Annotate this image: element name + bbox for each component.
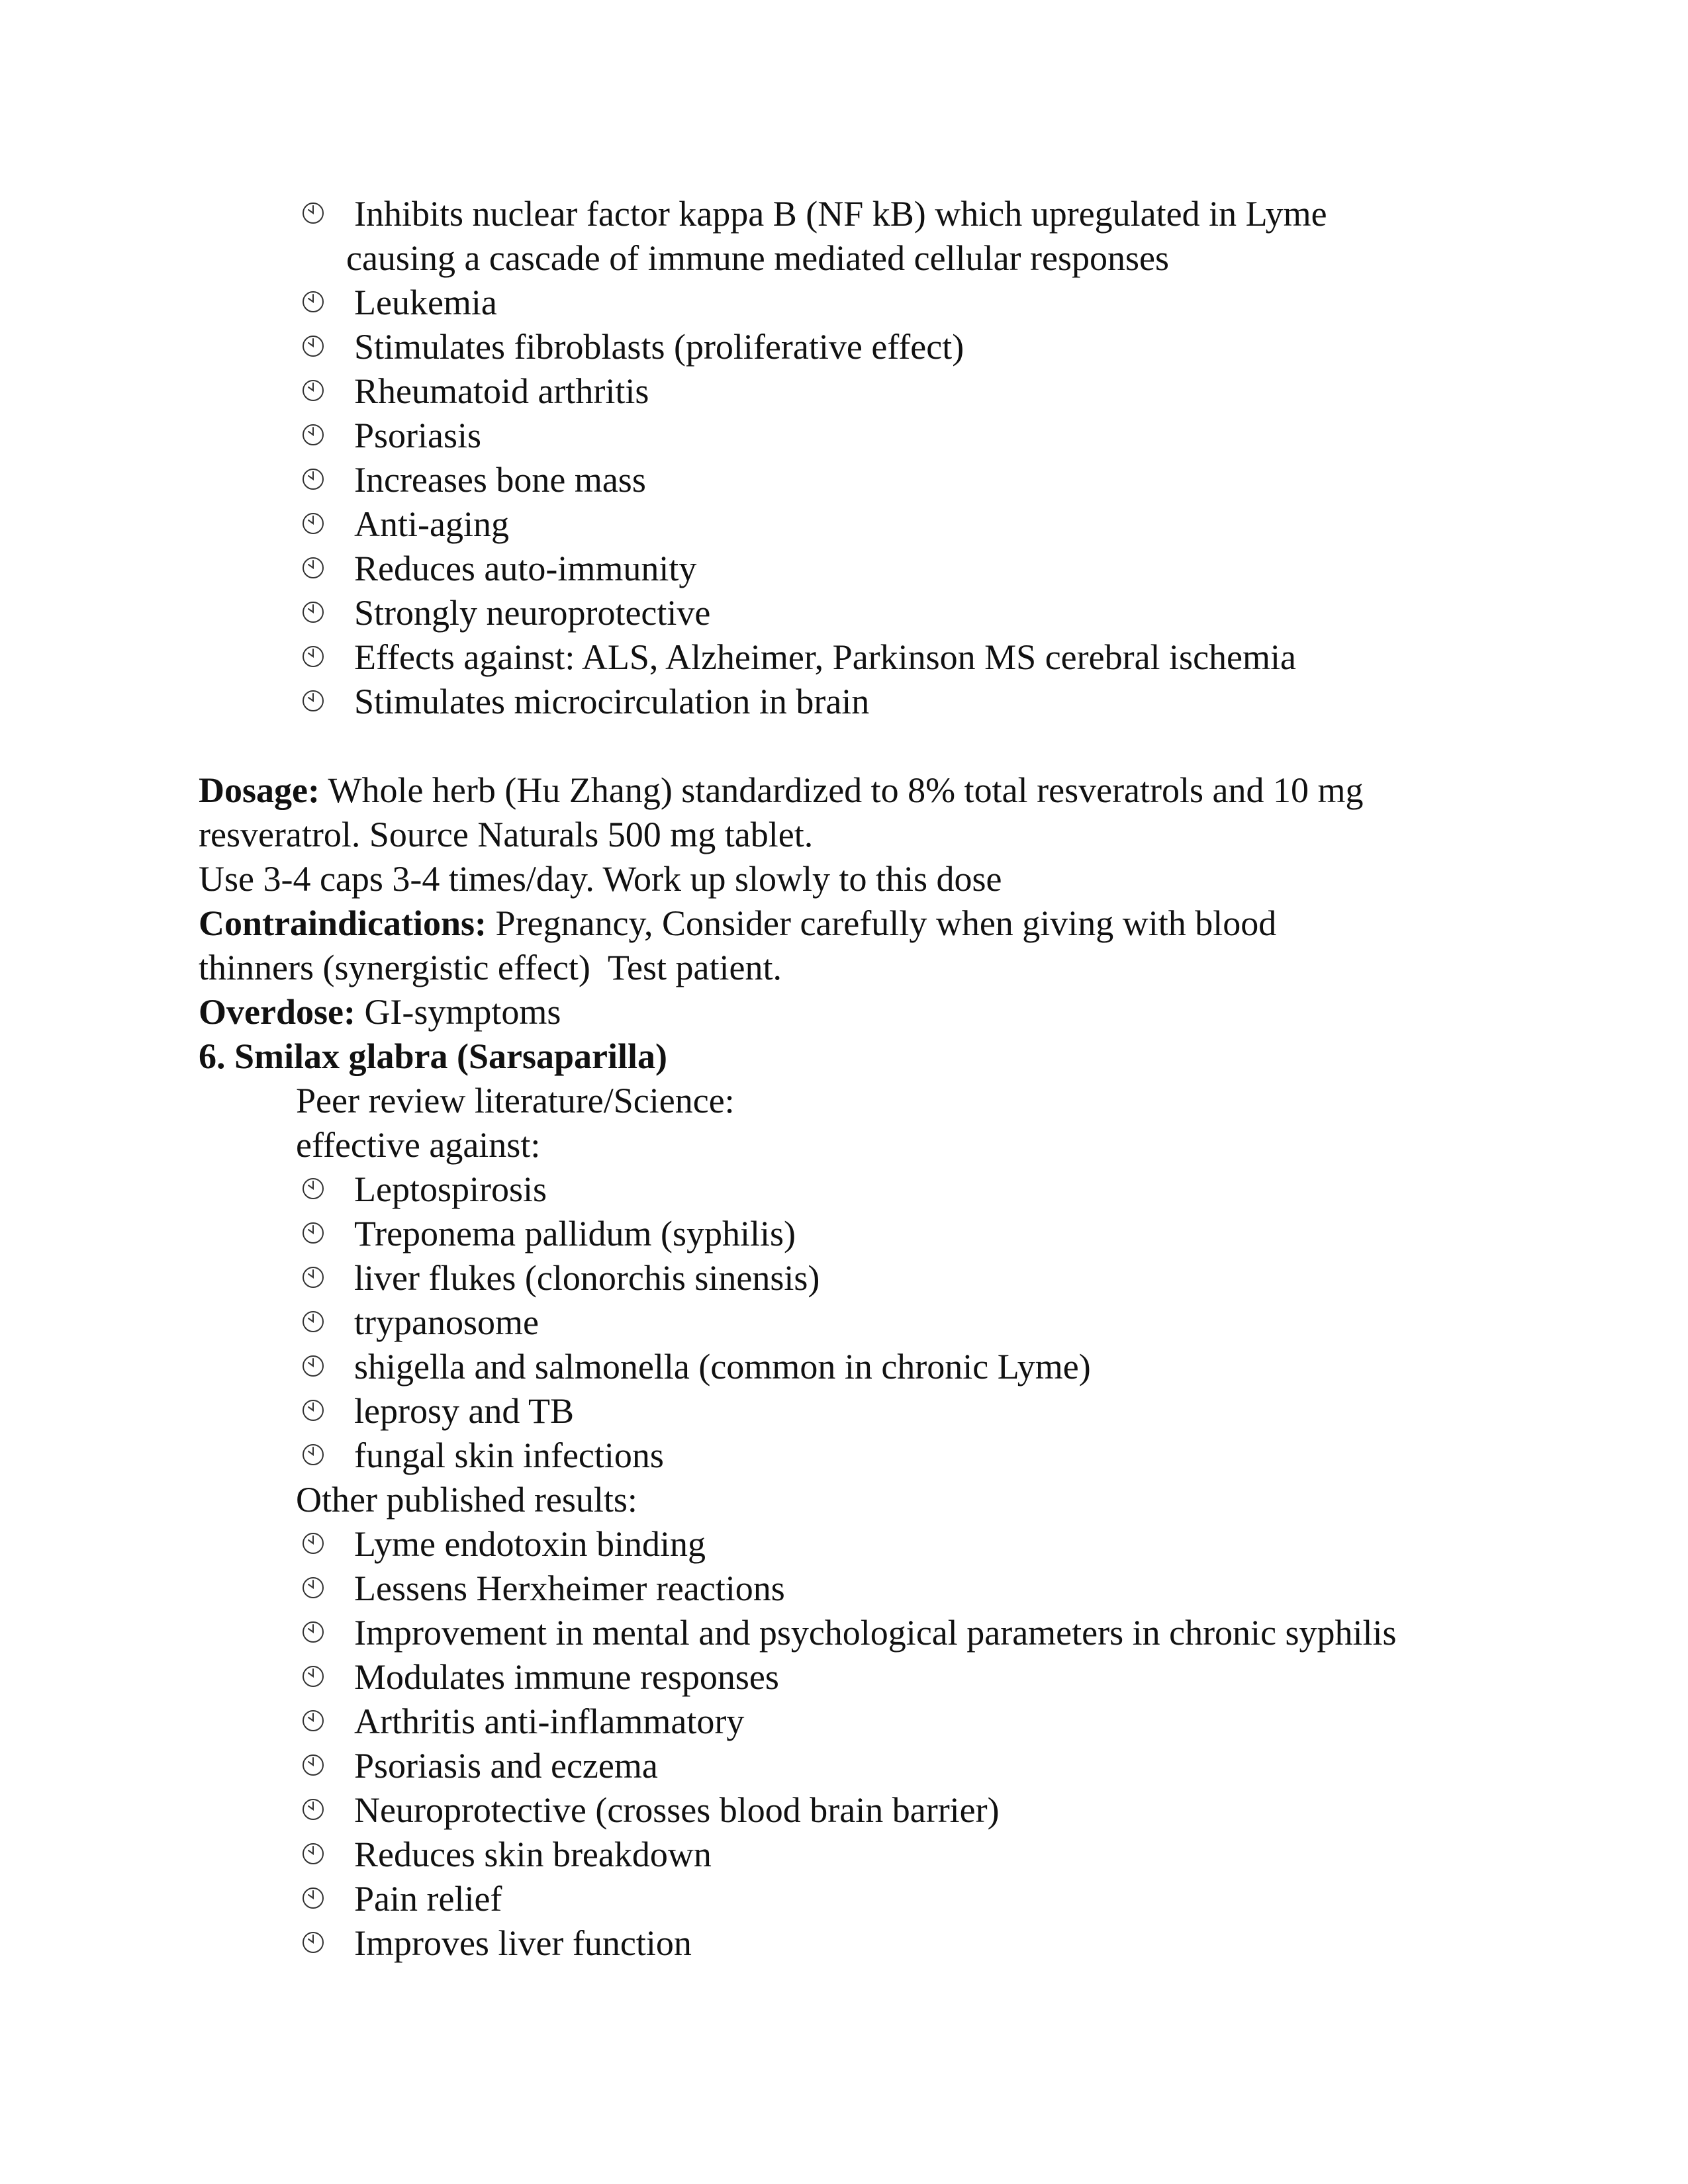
list-item-text: Lyme endotoxin binding bbox=[354, 1524, 706, 1564]
list-item-text: Effects against: ALS, Alzheimer, Parkinson MS cerebral ischemia bbox=[354, 637, 1296, 677]
clock-icon bbox=[301, 1221, 325, 1245]
list-item-text: Increases bone mass bbox=[354, 460, 646, 500]
clock-icon bbox=[301, 423, 325, 447]
clock-icon bbox=[301, 1664, 325, 1688]
contraindications-label: Contraindications: bbox=[199, 903, 487, 943]
clock-icon bbox=[301, 1531, 325, 1555]
list-item-text: Psoriasis bbox=[354, 416, 482, 455]
list-item bbox=[296, 1389, 1620, 1433]
list-item-text: Leptospirosis bbox=[354, 1169, 547, 1209]
list-item-continuation: causing a cascade of immune mediated cellular responses bbox=[346, 238, 1170, 278]
overdose-line bbox=[199, 990, 1523, 1034]
clock-icon bbox=[301, 1753, 325, 1777]
list-item bbox=[296, 1877, 1620, 1921]
list-item bbox=[296, 547, 1620, 591]
contraindications-line-2: thinners (synergistic effect) Test patient. bbox=[199, 948, 782, 987]
list-item-text: Inhibits nuclear factor kappa B (NF kB) which upregulated in Lyme bbox=[354, 194, 1327, 234]
list-item-text: trypanosome bbox=[354, 1302, 539, 1342]
list-item bbox=[296, 1567, 1620, 1611]
list-item-text: Stimulates microcirculation in brain bbox=[354, 682, 870, 721]
dosage-line-2: resveratrol. Source Naturals 500 mg tablet. bbox=[199, 815, 814, 854]
overdose-text: GI-symptoms bbox=[355, 992, 561, 1032]
list-item bbox=[296, 1300, 1620, 1345]
clock-icon bbox=[301, 1576, 325, 1600]
list-item bbox=[296, 502, 1620, 547]
clock-icon bbox=[301, 645, 325, 668]
list-item bbox=[296, 325, 1620, 369]
list-item bbox=[296, 1345, 1620, 1389]
list-item-text: Reduces skin breakdown bbox=[354, 1835, 712, 1874]
clock-icon bbox=[301, 556, 325, 580]
spacer bbox=[199, 724, 1523, 768]
dosage-line-3: Use 3-4 caps 3-4 times/day. Work up slowly to this dose bbox=[199, 859, 1002, 899]
clock-icon bbox=[301, 1931, 325, 1954]
list-item bbox=[296, 1744, 1620, 1788]
list-item-text: Pain relief bbox=[354, 1879, 502, 1919]
list-item-text: Neuroprotective (crosses blood brain barrier) bbox=[354, 1790, 1000, 1830]
list-item bbox=[296, 591, 1620, 635]
section-6-heading: 6. Smilax glabra (Sarsaparilla) bbox=[199, 1036, 668, 1076]
list-item-text: Improves liver function bbox=[354, 1923, 692, 1963]
clock-icon bbox=[301, 1842, 325, 1866]
clock-icon bbox=[301, 1354, 325, 1378]
list-item-text: Lessens Herxheimer reactions bbox=[354, 1569, 785, 1608]
list-item-text: Stimulates fibroblasts (proliferative effect) bbox=[354, 327, 964, 367]
clock-icon bbox=[301, 600, 325, 624]
list-item bbox=[296, 1655, 1620, 1700]
clock-icon bbox=[301, 1443, 325, 1467]
clock-icon bbox=[301, 1177, 325, 1201]
dosage-line-1 bbox=[199, 768, 1523, 813]
clock-icon bbox=[301, 379, 325, 402]
list-item-text: Arthritis anti-inflammatory bbox=[354, 1702, 745, 1741]
clock-icon bbox=[301, 1797, 325, 1821]
dosage-label: Dosage: bbox=[199, 770, 320, 810]
clock-icon bbox=[301, 1709, 325, 1733]
clock-icon bbox=[301, 1620, 325, 1644]
clock-icon bbox=[301, 1310, 325, 1334]
list-item-text: Modulates immune responses bbox=[354, 1657, 779, 1697]
list-item-text: Improvement in mental and psychological parameters in chronic syphilis bbox=[354, 1613, 1397, 1653]
clock-icon bbox=[301, 1886, 325, 1910]
list-item bbox=[296, 1788, 1620, 1833]
clock-icon bbox=[301, 467, 325, 491]
list-item bbox=[296, 1167, 1620, 1212]
list-item bbox=[296, 369, 1620, 414]
list-item-text: Rheumatoid arthritis bbox=[354, 371, 649, 411]
clock-icon bbox=[301, 512, 325, 535]
list-item bbox=[296, 1212, 1620, 1256]
clock-icon bbox=[301, 689, 325, 713]
other-results-label: Other published results: bbox=[296, 1480, 637, 1520]
list-item-text: Leukemia bbox=[354, 283, 497, 322]
list-item bbox=[296, 281, 1620, 325]
list-item bbox=[296, 458, 1620, 502]
clock-icon bbox=[301, 1398, 325, 1422]
clock-icon bbox=[301, 201, 325, 225]
list-item bbox=[296, 1921, 1620, 1966]
list-item bbox=[296, 1433, 1620, 1478]
contraindications-text-1: Pregnancy, Consider carefully when giving with blood bbox=[487, 903, 1277, 943]
list-item bbox=[296, 192, 1479, 281]
section-6-intro-2: effective against: bbox=[296, 1125, 541, 1165]
list-item bbox=[296, 1700, 1620, 1744]
clock-icon bbox=[301, 290, 325, 314]
list-item-text: Strongly neuroprotective bbox=[354, 593, 711, 633]
list-item-text: Anti-aging bbox=[354, 504, 509, 544]
list-item bbox=[296, 1833, 1620, 1877]
effective-against-list bbox=[296, 1167, 1620, 1478]
document-page bbox=[199, 192, 1523, 1966]
list-item bbox=[296, 414, 1620, 458]
list-item bbox=[296, 1522, 1620, 1567]
section-6-intro-1: Peer review literature/Science: bbox=[296, 1081, 735, 1120]
list-item bbox=[296, 635, 1620, 680]
clock-icon bbox=[301, 334, 325, 358]
dosage-text-1: Whole herb (Hu Zhang) standardized to 8% total resveratrols and 10 mg bbox=[319, 770, 1364, 810]
list-item-text: liver flukes (clonorchis sinensis) bbox=[354, 1258, 820, 1298]
clock-icon bbox=[301, 1265, 325, 1289]
other-results-list bbox=[296, 1522, 1620, 1966]
list-item-text: leprosy and TB bbox=[354, 1391, 574, 1431]
list-item-text: Psoriasis and eczema bbox=[354, 1746, 658, 1786]
list-item-text: fungal skin infections bbox=[354, 1435, 664, 1475]
list-item-text: Treponema pallidum (syphilis) bbox=[354, 1214, 796, 1253]
list-item bbox=[296, 1611, 1620, 1655]
list-item bbox=[296, 680, 1620, 724]
list-item-text: Reduces auto-immunity bbox=[354, 549, 697, 588]
list-item-text: shigella and salmonella (common in chronic Lyme) bbox=[354, 1347, 1091, 1387]
list-item bbox=[296, 1256, 1620, 1300]
contraindications-line-1 bbox=[199, 901, 1523, 946]
overdose-label: Overdose: bbox=[199, 992, 355, 1032]
benefits-list bbox=[296, 192, 1620, 724]
